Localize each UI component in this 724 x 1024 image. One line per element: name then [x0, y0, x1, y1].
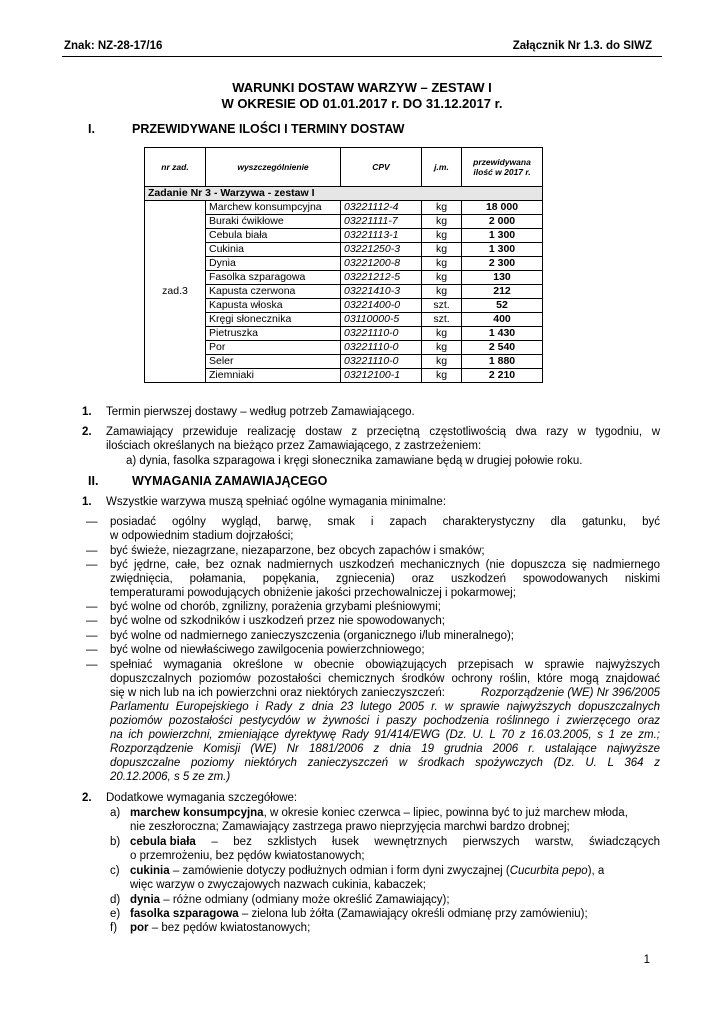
item-unit: kg [422, 327, 462, 341]
req-1-bullet-8-line-2: dopuszczalnych poziomów pozostałości chemicznych środków ochrony roślin, które mogą znajdować [110, 673, 660, 685]
item-unit: kg [422, 355, 462, 369]
item-name: Kręgi słonecznika [206, 313, 341, 327]
bullet-dash: — [86, 630, 98, 642]
item-name: Dynia [206, 257, 341, 271]
item-quantity: 2 000 [462, 215, 543, 229]
item-unit: kg [422, 271, 462, 285]
col-header-name: wyszczególnienie [206, 148, 341, 187]
item-unit: kg [422, 257, 462, 271]
req-2-e-line [130, 908, 588, 922]
item-name: Fasolka szparagowa [206, 271, 341, 285]
item-cpv: 03221110-0 [341, 355, 422, 369]
req-2-d-text: – różne odmiany (odmiany może określić Zamawiający); [160, 894, 450, 906]
req-1-bullet-8-line-3-plain: się w nich lub na ich powierzchni oraz niektórych zanieczyszczeń: [110, 687, 445, 699]
bullet-dash: — [86, 516, 98, 528]
req-2-b-line-2: o przemrożeniu, bez pędów kwiatostanowych; [130, 850, 365, 862]
page-number: 1 [643, 954, 650, 966]
req-2-f-text: – bez pędów kwiatostanowych; [148, 922, 311, 934]
item-cpv: 03221111-7 [341, 215, 422, 229]
item-quantity: 212 [462, 285, 543, 299]
item-cpv: 03221112-4 [341, 201, 422, 215]
bullet-dash: — [86, 545, 98, 557]
document-sign: Znak: NZ-28-17/16 [64, 40, 163, 52]
bullet-dash: — [86, 615, 98, 627]
table-row [145, 201, 543, 215]
item-unit: kg [422, 341, 462, 355]
col-header-qty: przewidywana ilość w 2017 r. [462, 148, 543, 187]
req-1-bullet-7: być wolne od niewłaściwego zawilgocenia powierzchniowego; [110, 644, 425, 656]
req-1-bullet-5: być wolne od szkodników i uszkodzeń przez nie spowodowanych; [110, 615, 445, 627]
section-2-number: II. [88, 474, 99, 488]
item-unit: kg [422, 215, 462, 229]
item-unit: kg [422, 201, 462, 215]
req-2-a-line-2: nie zeszłoroczna; Zamawiający zastrzega prawo nieprzyjęcia marchwi bardzo drobnej; [130, 821, 570, 833]
item-name: Por [206, 341, 341, 355]
item-cpv: 03110000-5 [341, 313, 422, 327]
col-header-cpv: CPV [341, 148, 422, 187]
req-2-b-label: b) [110, 836, 121, 848]
req-1-bullet-8-line-6: na ich powierzchni, zmieniające dyrektywę Rady 91/414/EWG (Dz. U. L 70 z 16.03.2005, s 1 ze zm.; [110, 729, 660, 741]
req-1-bullet-4: być wolne od chorób, zgnilizny, porażenia grzybami pleśniowymi; [110, 601, 441, 613]
req-2-a-term: marchew konsumpcyjna [130, 807, 264, 819]
note-1-text: Termin pierwszej dostawy – według potrzeb Zamawiającego. [106, 406, 415, 418]
req-2-c-label: c) [110, 865, 120, 877]
item-quantity: 2 540 [462, 341, 543, 355]
item-unit: szt. [422, 299, 462, 313]
item-name: Ziemniaki [206, 369, 341, 383]
req-2-c-line-1 [130, 865, 604, 879]
req-2-e-term: fasolka szparagowa [130, 908, 239, 920]
item-unit: szt. [422, 313, 462, 327]
req-1-bullet-6: być wolne od nadmiernego zanieczyszczenia (organicznego i/lub mineralnego); [110, 630, 515, 642]
req-2-d-term: dynia [130, 894, 161, 906]
col-header-nr: nr zad. [145, 148, 206, 187]
req-2-c-term: cukinia [130, 865, 170, 877]
item-quantity: 52 [462, 299, 543, 313]
item-name: Cukinia [206, 243, 341, 257]
note-2-line-2: ilościach określanych na bieżąco przez Zamawiającego, z zastrzeżeniem: [106, 440, 482, 452]
col-header-jm: j.m. [422, 148, 462, 187]
req-2-number: 2. [82, 792, 92, 804]
item-name: Cebula biała [206, 229, 341, 243]
item-quantity: 18 000 [462, 201, 543, 215]
bullet-dash: — [86, 601, 98, 613]
item-unit: kg [422, 285, 462, 299]
item-cpv: 03221250-3 [341, 243, 422, 257]
req-1-bullet-8-line-7: Rozporządzenie Komisji (WE) Nr 1881/2006 z dnia 19 grudnia 2006 r. ustalające najwyższe [110, 743, 660, 755]
req-2-d-line [130, 894, 450, 908]
item-name: Kapusta czerwona [206, 285, 341, 299]
note-1-number: 1. [82, 406, 92, 418]
item-cpv: 03221410-3 [341, 285, 422, 299]
attachment-label: Załącznik Nr 1.3. do SIWZ [512, 40, 652, 52]
item-quantity: 130 [462, 271, 543, 285]
req-2-f-line [130, 922, 310, 936]
req-2-c-text-1: – zamówienie dotyczy podłużnych odmian i form dyni zwyczajnej ( [169, 865, 510, 877]
req-2-a-text: , w okresie koniec czerwca – lipiec, powinna być to już marchew młoda, [263, 807, 628, 819]
item-quantity: 400 [462, 313, 543, 327]
item-cpv: 03221212-5 [341, 271, 422, 285]
item-quantity: 2 300 [462, 257, 543, 271]
note-2-line-1: Zamawiający przewiduje realizację dostaw z przeciętną częstotliwością dwa razy w tygodniu, w [106, 426, 660, 438]
item-cpv: 03221200-8 [341, 257, 422, 271]
item-quantity: 1 880 [462, 355, 543, 369]
bullet-dash: — [86, 659, 98, 671]
req-2-e-text: – zielona lub żółta (Zamawiający określi odmianę przy zamówieniu); [238, 908, 588, 920]
req-2-c-text-2: ), a [587, 865, 605, 877]
req-1-bullet-3-line-1: być jędrne, całe, bez oznak nadmiernych uszkodzeń mechanicznych (nie dopuszcza się nadmiernego [110, 559, 660, 571]
zad-cell: zad.3 [145, 201, 206, 383]
bullet-dash: — [86, 644, 98, 656]
req-1-bullet-2: być świeże, niezagrzane, niezaparzone, bez obcych zapachów i smaków; [110, 545, 485, 557]
req-2-e-label: e) [110, 908, 121, 920]
req-2-f-label: f) [110, 922, 118, 934]
req-2-f-term: por [130, 922, 149, 934]
item-name: Marchew konsumpcyjna [206, 201, 341, 215]
req-2-b-line-1 [130, 836, 660, 850]
req-1-bullet-8-line-8: dopuszczalne poziomy niektórych zanieczyszczeń w środkach spożywczych (Dz. U. L 364 z [110, 757, 660, 769]
req-2-d-label: d) [110, 894, 121, 906]
item-unit: kg [422, 243, 462, 257]
req-2-a-line-1 [130, 807, 660, 821]
item-cpv: 03212100-1 [341, 369, 422, 383]
req-1-bullet-3-line-2: zwiędnięcia, połamania, popękania, zgniecenia) oraz uszkodzeń spowodowanych niskimi [110, 573, 660, 585]
title-line-2: W OKRESIE OD 01.01.2017 r. DO 31.12.2017 r. [221, 96, 503, 111]
item-cpv: 03221110-0 [341, 341, 422, 355]
section-2-label: WYMAGANIA ZAMAWIAJĄCEGO [132, 474, 328, 488]
title-line-1: WARUNKI DOSTAW WARZYW – ZESTAW I [232, 80, 492, 95]
req-1-bullet-8-line-9: 20.12.2006, s 5 ze zm.) [110, 771, 231, 783]
req-1-intro: Wszystkie warzywa muszą spełniać ogólne wymagania minimalne: [106, 496, 447, 508]
item-cpv: 03221113-1 [341, 229, 422, 243]
zadanie-label: Zadanie Nr 3 - Warzywa - zestaw I [145, 187, 543, 201]
item-cpv: 03221110-0 [341, 327, 422, 341]
req-2-intro: Dodatkowe wymagania szczegółowe: [106, 792, 298, 804]
item-quantity: 1 300 [462, 243, 543, 257]
header-rule [62, 56, 662, 57]
note-2-number: 2. [82, 426, 92, 438]
item-name: Pietruszka [206, 327, 341, 341]
req-1-bullet-8-line-4: Parlamentu Europejskiego i Rady z dnia 23 lutego 2005 r. w sprawie najwyższych dopuszczalnych [110, 701, 660, 713]
req-1-bullet-8-line-3 [110, 687, 660, 701]
req-1-bullet-8-line-5: poziomów pozostałości pestycydów w żywności i paszy pochodzenia roślinnego i zwierzęcego oraz [110, 715, 660, 727]
item-cpv: 03221400-0 [341, 299, 422, 313]
item-unit: kg [422, 369, 462, 383]
quantities-table [144, 147, 543, 383]
req-1-bullet-1-line-1: posiadać ogólny wygląd, barwę, smak i zapach charakterystyczny dla gatunku, być [110, 516, 660, 528]
item-quantity: 2 210 [462, 369, 543, 383]
req-2-c-latin: Cucurbita pepo [509, 865, 588, 877]
bullet-dash: — [86, 559, 98, 571]
req-1-bullet-3-line-3: temperaturami powodujących obniżenie jakości przechowalniczej i pokarmowej; [110, 587, 516, 599]
item-quantity: 1 430 [462, 327, 543, 341]
note-2-item-a: a) dynia, fasolka szparagowa i kręgi słonecznika zamawiane będą w drugiej połowie roku. [126, 455, 583, 467]
item-name: Seler [206, 355, 341, 369]
table-header-row [145, 148, 543, 187]
req-2-b-text: – bez szklistych łusek wewnętrznych pierwszych warstw, świadczących [195, 836, 660, 848]
req-1-number: 1. [82, 496, 92, 508]
req-2-a-label: a) [110, 807, 121, 819]
item-name: Buraki ćwikłowe [206, 215, 341, 229]
item-unit: kg [422, 229, 462, 243]
req-1-bullet-8-line-3-italic: Rozporządzenie (WE) Nr 396/2005 [481, 687, 660, 699]
zadanie-row [145, 187, 543, 201]
req-1-bullet-1-line-2: w odpowiednim stadium dojrzałości; [110, 530, 294, 542]
section-1-label: PRZEWIDYWANE ILOŚCI I TERMINY DOSTAW [132, 122, 405, 136]
item-name: Kapusta włoska [206, 299, 341, 313]
item-quantity: 1 300 [462, 229, 543, 243]
req-2-c-line-2: więc warzyw o zwyczajowych nazwach cukinia, kabaczek; [130, 879, 426, 891]
req-1-bullet-8-line-1: spełniać wymagania określone w obecnie obowiązujących przepisach w sprawie najwyższych [110, 659, 660, 671]
req-2-b-term: cebula biała [130, 836, 196, 848]
section-1-number: I. [88, 122, 95, 136]
